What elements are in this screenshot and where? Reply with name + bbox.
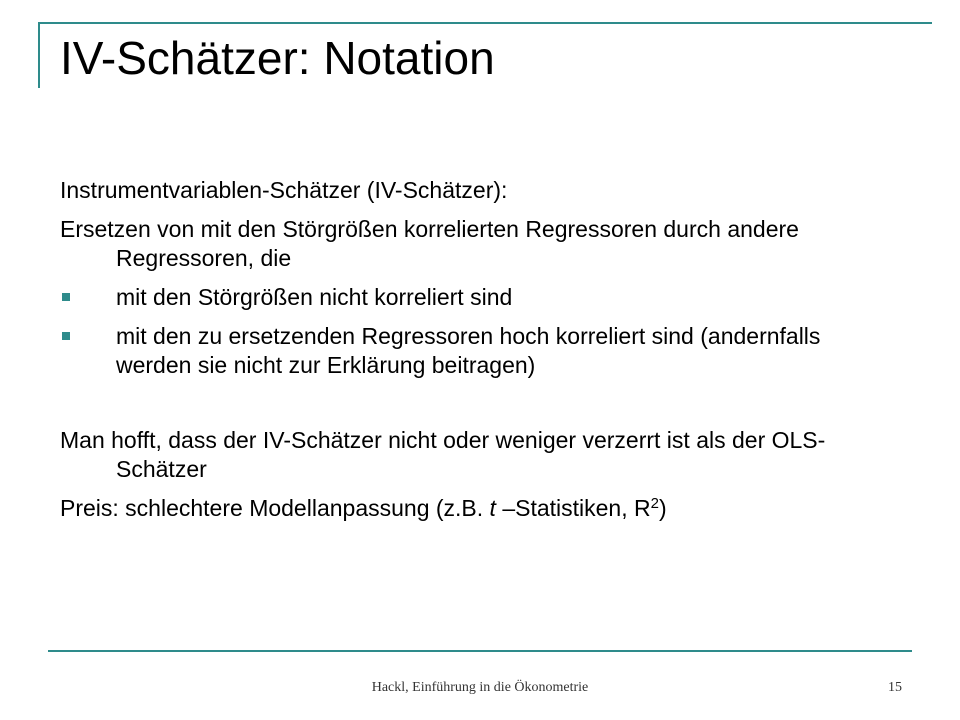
left-accent-rule — [38, 22, 40, 88]
hope-paragraph: Man hofft, dass der IV-Schätzer nicht oder weniger verzerrt ist als der OLS-Schätzer — [60, 427, 826, 482]
price-middle: –Statistiken, R — [495, 495, 651, 521]
bullet-item — [60, 283, 880, 312]
top-rule — [40, 22, 932, 24]
price-superscript: 2 — [650, 495, 659, 512]
square-bullet-icon — [62, 332, 70, 340]
spacer — [60, 390, 880, 426]
bullet-text: mit den Störgrößen nicht korreliert sind — [116, 284, 513, 310]
intro-paragraph: Ersetzen von mit den Störgrößen korrelierten Regressoren durch andere Regressoren, die — [60, 216, 799, 271]
heading-line: Instrumentvariablen-Schätzer (IV-Schätzer): — [60, 177, 508, 203]
price-prefix: Preis: schlechtere Modellanpassung (z.B. — [60, 495, 490, 521]
page-number: 15 — [888, 680, 902, 695]
bullet-item — [60, 322, 880, 380]
price-paragraph — [60, 494, 880, 523]
bottom-rule — [48, 650, 912, 652]
slide-body — [60, 176, 880, 533]
price-t-italic: t — [489, 495, 496, 521]
slide-title: IV-Schätzer: Notation — [60, 32, 495, 84]
square-bullet-icon — [62, 293, 70, 301]
price-suffix: ) — [658, 495, 667, 521]
footer-text: Hackl, Einführung in die Ökonometrie — [371, 680, 589, 695]
bullet-text: mit den zu ersetzenden Regressoren hoch korreliert sind (andernfalls werden sie nicht zur Erklärung beitragen) — [116, 323, 821, 378]
